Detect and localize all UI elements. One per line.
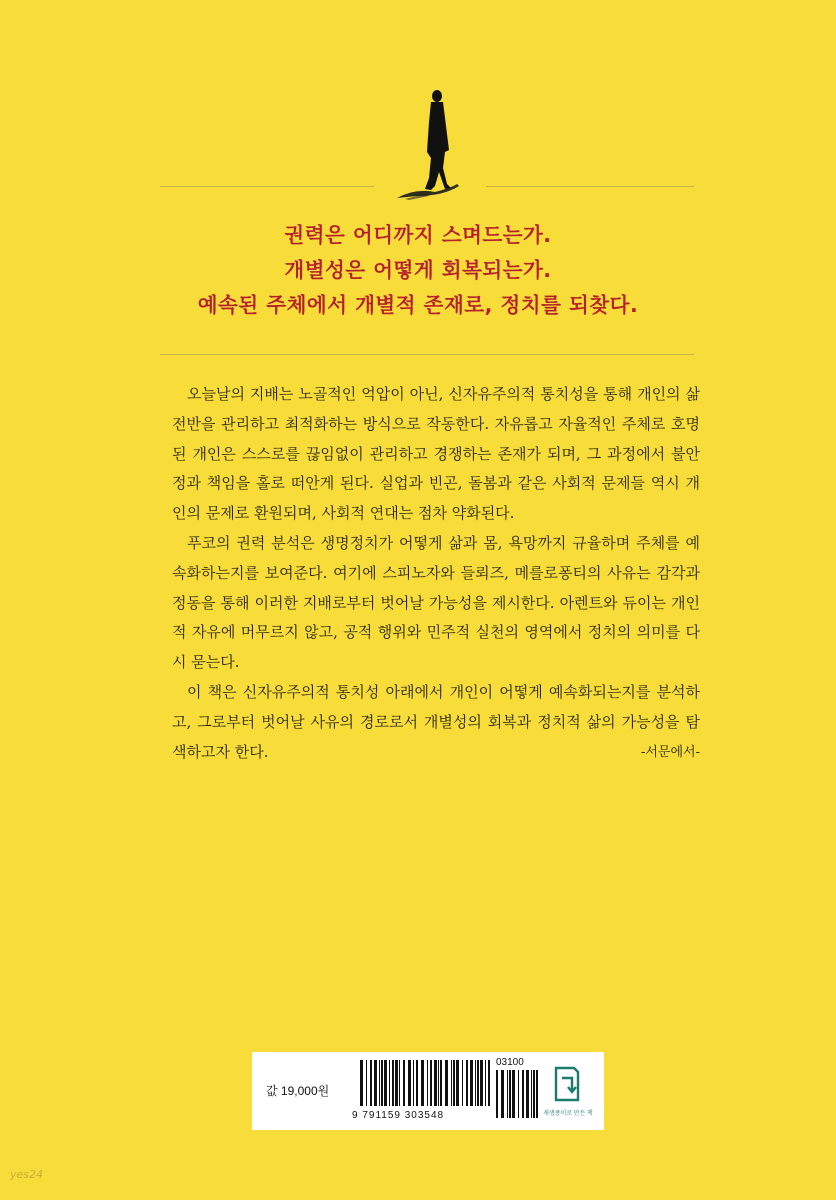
barcode-bar: [475, 1060, 476, 1106]
barcode-bar: [533, 1070, 535, 1118]
barcode-bar: [480, 1060, 483, 1106]
body-paragraph-3-text: 이 책은 신자유주의적 통치성 아래에서 개인이 어떻게 예속화되는지를 분석하고, 그로부터 벗어날 사유의 경로로서 개별성의 회복과 정치적 삶의 가능성을 탐색하고자 한다.: [172, 682, 700, 761]
barcode-bar: [381, 1060, 383, 1106]
price-label: 값 19,000원: [266, 1084, 330, 1098]
barcode-bar: [485, 1060, 486, 1106]
barcode: [360, 1060, 490, 1106]
barcode-bar: [488, 1060, 490, 1106]
top-rule-left: [160, 186, 374, 187]
barcode-bar: [366, 1060, 367, 1106]
barcode-bar: [507, 1070, 508, 1118]
barcode-bar: [453, 1060, 455, 1106]
barcode-bar: [466, 1060, 468, 1106]
barcode-bar: [526, 1070, 529, 1118]
headline-line-3: 예속된 주체에서 개별적 존재로, 정치를 되찾다.: [197, 293, 639, 317]
barcode-bar: [384, 1060, 387, 1106]
barcode-bar: [512, 1070, 515, 1118]
barcode-bar: [531, 1070, 532, 1118]
top-rule-right: [486, 186, 694, 187]
barcode-bar: [434, 1060, 437, 1106]
body-paragraph-2: 푸코의 권력 분석은 생명정치가 어떻게 삶과 몸, 욕망까지 규율하며 주체를 예속화하는지를 보여준다. 여기에 스피노자와 들뢰즈, 메를로퐁티의 사유는 감각과 정동을 통해 이러한 지배로부터 벗어날 가능성을 제시한다. 아렌트와 듀이는 개인적 자유에 머무르지 않고, 공적 행위와 민주적 실천의 영역에서 정치의 의미를 다시 묻는다.: [172, 533, 700, 672]
barcode-bar: [408, 1060, 411, 1106]
recycle-label: 재생종이로 만든 책: [543, 1111, 593, 1117]
barcode-bar: [399, 1060, 400, 1106]
barcode-bar: [389, 1060, 390, 1106]
signature: -서문에서-: [640, 744, 700, 760]
bottom-rule: [160, 354, 694, 355]
headline: [0, 218, 836, 323]
barcode-bar: [518, 1070, 519, 1118]
barcode-bar: [456, 1060, 459, 1106]
barcode-bar: [477, 1060, 479, 1106]
walking-man-illustration: [395, 88, 465, 200]
barcode-bar: [360, 1060, 363, 1106]
barcode-box: [252, 1052, 604, 1130]
barcode-bar: [470, 1060, 473, 1106]
barcode-bar: [416, 1060, 418, 1106]
headline-line-1: 권력은 어디까지 스며드는가.: [284, 223, 552, 247]
body-paragraph-3: [172, 678, 700, 767]
barcode-bar: [430, 1060, 432, 1106]
barcode-bar: [370, 1060, 372, 1106]
barcode-bar: [451, 1060, 452, 1106]
barcode-bar: [501, 1070, 504, 1118]
headline-line-2: 개별성은 어떻게 회복되는가.: [284, 258, 552, 282]
barcode-bar: [445, 1060, 448, 1106]
barcode-bar: [427, 1060, 428, 1106]
addon-barcode: [496, 1070, 538, 1118]
barcode-bar: [413, 1060, 414, 1106]
barcode-bar: [522, 1070, 524, 1118]
isbn-number: 9 791159 303548: [352, 1110, 445, 1121]
barcode-bar: [379, 1060, 380, 1106]
barcode-bar: [392, 1060, 394, 1106]
barcode-bar: [462, 1060, 463, 1106]
barcode-bar: [374, 1060, 377, 1106]
barcode-bar: [440, 1060, 442, 1106]
barcode-bar: [421, 1060, 424, 1106]
body-paragraph-1: 오늘날의 지배는 노골적인 억압이 아닌, 신자유주의적 통치성을 통해 개인의 삶 전반을 관리하고 최적화하는 방식으로 작동한다. 자유롭고 자율적인 주체로 호명된 개인은 스스로를 끊임없이 관리하고 경쟁하는 존재가 되며, 그 과정에서 불안정과 책임을 홀로 떠안게 된다. 실업과 빈곤, 돌봄과 같은 사회적 문제들 역시 개인의 문제로 환원되며, 사회적 연대는 점차 약화된다.: [172, 385, 700, 523]
watermark: yes24: [10, 1168, 44, 1181]
body-text: [172, 380, 700, 767]
barcode-bar: [509, 1070, 511, 1118]
barcode-bar: [496, 1070, 498, 1118]
recycle-paper-icon: [552, 1066, 582, 1102]
barcode-bar: [403, 1060, 405, 1106]
addon-code: 03100: [496, 1057, 524, 1068]
barcode-bar: [438, 1060, 439, 1106]
barcode-bar: [395, 1060, 398, 1106]
